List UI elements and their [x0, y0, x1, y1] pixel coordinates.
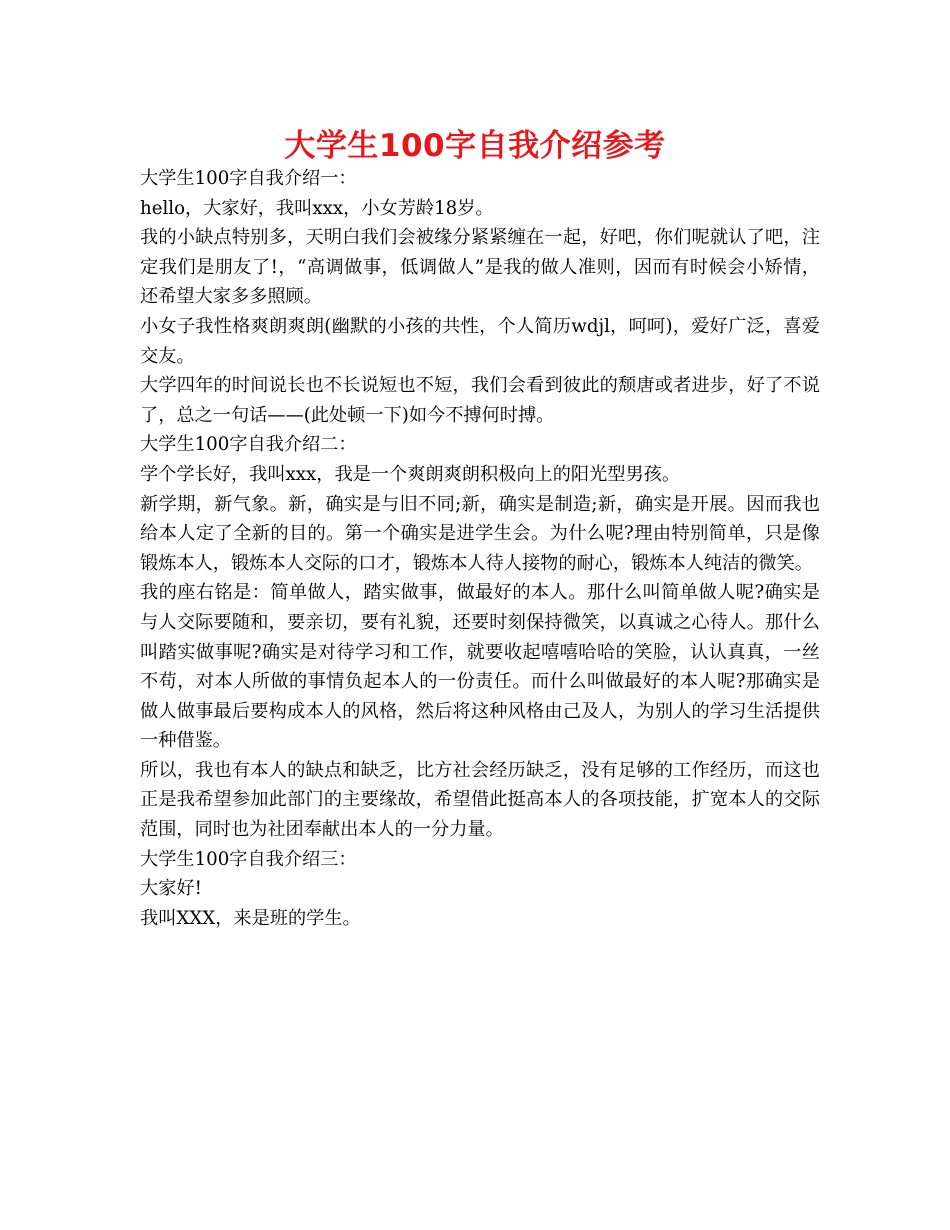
- paragraph: 小女子我性格爽朗爽朗(幽默的小孩的共性，个人简历wdjl，呵呵)，爱好广泛，喜爱交友。: [140, 315, 820, 367]
- paragraph: 大学四年的时间说长也不长说短也不短，我们会看到彼此的颓唐或者进步，好了不说了，总之一句话——(此处顿一下)如今不搏何时搏。: [140, 375, 820, 426]
- paragraph: hello，大家好，我叫xxx，小女芳龄18岁。: [140, 197, 494, 219]
- paragraph: 我的小缺点特别多，天明白我们会被缘分紧紧缠在一起，好吧，你们呢就认了吧，注定我们是朋友了!，“高调做事，低调做人”是我的做人准则，因而有时候会小矫情，还希望大家多多照顾。: [140, 227, 820, 308]
- paragraph: 我的座右铭是：简单做人，踏实做事，做最好的本人。那什么叫简单做人呢?确实是与人交际要随和，要亲切，要有礼貌，还要时刻保持微笑，以真诚之心待人。那什么叫踏实做事呢?确实是对待学习和工作，就要收起嘻嘻哈哈的笑脸，认认真真，一丝不苟，对本人所做的事情负起本人的一份责任。而什么叫做最好的本人呢?那确实是做人做事最后要构成本人的风格，然后将这种风格由己及人，为别人的学习生活提供一种借鉴。: [140, 582, 820, 752]
- paragraph: 所以，我也有本人的缺点和缺乏，比方社会经历缺乏，没有足够的工作经历，而这也正是我希望参加此部门的主要缘故，希望借此挺高本人的各项技能，扩宽本人的交际范围，同时也为社团奉献出本人的一分力量。: [140, 759, 820, 841]
- paragraph: 我叫XXX，来是班的学生。: [140, 907, 361, 929]
- document-title: 大学生100字自我介绍参考: [284, 128, 666, 164]
- paragraph: 大家好!: [140, 878, 202, 900]
- paragraph: 学个学长好，我叫xxx，我是一个爽朗爽朗积极向上的阳光型男孩。: [140, 463, 681, 485]
- section-heading: 大学生100字自我介绍三：: [140, 848, 357, 870]
- section-heading: 大学生100字自我介绍一：: [140, 168, 357, 189]
- document-body: [140, 164, 820, 933]
- paragraph: 新学期，新气象。新，确实是与旧不同;新，确实是制造;新，确实是开展。因而我也给本人定了全新的目的。第一个确实是进学生会。为什么呢?理由特别简单，只是像锻炼本人，锻炼本人交际的口才，锻炼本人待人接物的耐心，锻炼本人纯洁的微笑。: [140, 493, 820, 574]
- section-heading: 大学生100字自我介绍二：: [140, 434, 357, 456]
